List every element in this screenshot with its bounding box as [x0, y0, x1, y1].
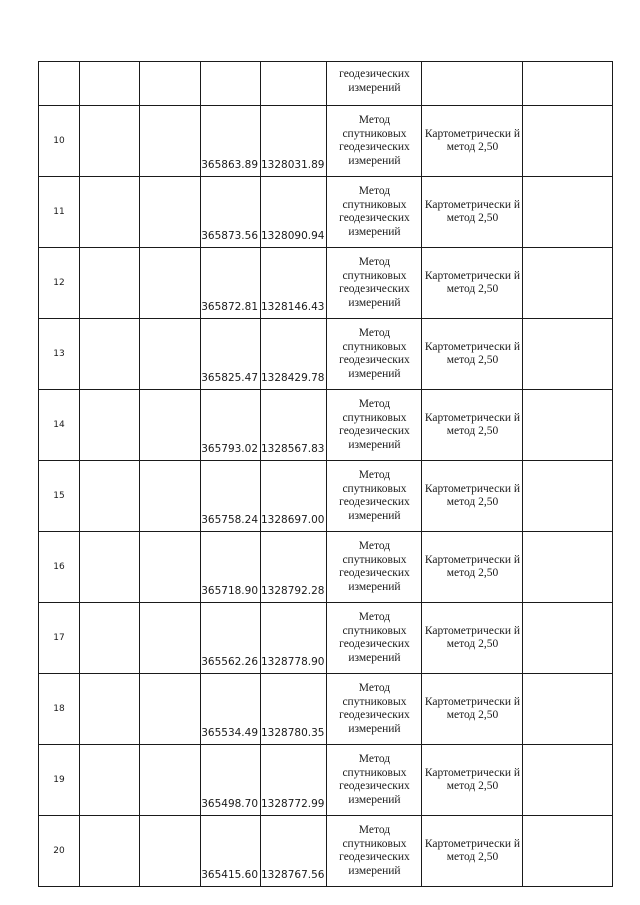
empty-cell — [523, 532, 613, 603]
empty-cell — [80, 177, 140, 248]
table-row — [39, 106, 613, 177]
empty-cell — [140, 106, 201, 177]
empty-cell — [140, 461, 201, 532]
x-coordinate-cell: 365562.26 — [201, 603, 261, 674]
method-cell: Метод спутниковых геодезических измерений — [327, 674, 422, 745]
y-coordinate-cell: 1328772.99 — [261, 745, 327, 816]
empty-cell — [523, 816, 613, 887]
method-cell: Метод спутниковых геодезических измерений — [327, 248, 422, 319]
precision-cell: Картометрически й метод 2,50 — [422, 603, 523, 674]
empty-cell — [523, 745, 613, 816]
empty-cell — [140, 319, 201, 390]
point-number-cell: 12 — [39, 248, 80, 319]
precision-cell — [422, 62, 523, 106]
x-coordinate-cell: 365872.81 — [201, 248, 261, 319]
x-coordinate-cell: 365758.24 — [201, 461, 261, 532]
coordinates-table — [38, 61, 613, 887]
x-coordinate-cell: 365498.70 — [201, 745, 261, 816]
precision-cell: Картометрически й метод 2,50 — [422, 248, 523, 319]
empty-cell — [140, 62, 201, 106]
table-row — [39, 461, 613, 532]
empty-cell — [523, 390, 613, 461]
y-coordinate-cell: 1328090.94 — [261, 177, 327, 248]
table-row — [39, 177, 613, 248]
x-coordinate-cell: 365718.90 — [201, 532, 261, 603]
y-coordinate-cell: 1328767.56 — [261, 816, 327, 887]
empty-cell — [80, 674, 140, 745]
empty-cell — [523, 106, 613, 177]
empty-cell — [140, 745, 201, 816]
precision-cell: Картометрически й метод 2,50 — [422, 532, 523, 603]
empty-cell — [80, 62, 140, 106]
point-number-cell — [39, 62, 80, 106]
y-coordinate-cell: 1328780.35 — [261, 674, 327, 745]
x-coordinate-cell: 365825.47 — [201, 319, 261, 390]
table-body — [39, 62, 613, 887]
table-row — [39, 603, 613, 674]
method-cell: Метод спутниковых геодезических измерений — [327, 106, 422, 177]
precision-cell: Картометрически й метод 2,50 — [422, 390, 523, 461]
method-cell: Метод спутниковых геодезических измерений — [327, 532, 422, 603]
empty-cell — [80, 532, 140, 603]
table-row — [39, 816, 613, 887]
precision-cell: Картометрически й метод 2,50 — [422, 319, 523, 390]
precision-cell: Картометрически й метод 2,50 — [422, 177, 523, 248]
empty-cell — [140, 603, 201, 674]
table-row — [39, 532, 613, 603]
empty-cell — [80, 816, 140, 887]
table-row — [39, 319, 613, 390]
method-cell: геодезических измерений — [327, 62, 422, 106]
empty-cell — [140, 674, 201, 745]
y-coordinate-cell: 1328429.78 — [261, 319, 327, 390]
precision-cell: Картометрически й метод 2,50 — [422, 816, 523, 887]
point-number-cell: 10 — [39, 106, 80, 177]
x-coordinate-cell: 365415.60 — [201, 816, 261, 887]
x-coordinate-cell: 365793.02 — [201, 390, 261, 461]
y-coordinate-cell: 1328146.43 — [261, 248, 327, 319]
precision-cell: Картометрически й метод 2,50 — [422, 461, 523, 532]
empty-cell — [80, 106, 140, 177]
precision-cell: Картометрически й метод 2,50 — [422, 745, 523, 816]
empty-cell — [523, 177, 613, 248]
empty-cell — [140, 816, 201, 887]
y-coordinate-cell: 1328567.83 — [261, 390, 327, 461]
point-number-cell: 16 — [39, 532, 80, 603]
empty-cell — [523, 319, 613, 390]
empty-cell — [80, 319, 140, 390]
point-number-cell: 13 — [39, 319, 80, 390]
empty-cell — [523, 461, 613, 532]
point-number-cell: 20 — [39, 816, 80, 887]
point-number-cell: 17 — [39, 603, 80, 674]
point-number-cell: 15 — [39, 461, 80, 532]
empty-cell — [523, 62, 613, 106]
x-coordinate-cell: 365873.56 — [201, 177, 261, 248]
x-coordinate-cell — [201, 62, 261, 106]
point-number-cell: 14 — [39, 390, 80, 461]
empty-cell — [140, 177, 201, 248]
empty-cell — [523, 248, 613, 319]
point-number-cell: 18 — [39, 674, 80, 745]
table-row — [39, 674, 613, 745]
method-cell: Метод спутниковых геодезических измерений — [327, 390, 422, 461]
y-coordinate-cell — [261, 62, 327, 106]
y-coordinate-cell: 1328697.00 — [261, 461, 327, 532]
empty-cell — [80, 745, 140, 816]
empty-cell — [140, 248, 201, 319]
y-coordinate-cell: 1328792.28 — [261, 532, 327, 603]
empty-cell — [523, 603, 613, 674]
empty-cell — [523, 674, 613, 745]
precision-cell: Картометрически й метод 2,50 — [422, 674, 523, 745]
method-cell: Метод спутниковых геодезических измерений — [327, 816, 422, 887]
table-row — [39, 62, 613, 106]
empty-cell — [140, 390, 201, 461]
x-coordinate-cell: 365863.89 — [201, 106, 261, 177]
y-coordinate-cell: 1328031.89 — [261, 106, 327, 177]
y-coordinate-cell: 1328778.90 — [261, 603, 327, 674]
table-row — [39, 390, 613, 461]
method-cell: Метод спутниковых геодезических измерений — [327, 177, 422, 248]
empty-cell — [80, 248, 140, 319]
precision-cell: Картометрически й метод 2,50 — [422, 106, 523, 177]
method-cell: Метод спутниковых геодезических измерений — [327, 745, 422, 816]
empty-cell — [80, 461, 140, 532]
method-cell: Метод спутниковых геодезических измерений — [327, 319, 422, 390]
empty-cell — [80, 603, 140, 674]
point-number-cell: 11 — [39, 177, 80, 248]
point-number-cell: 19 — [39, 745, 80, 816]
empty-cell — [140, 532, 201, 603]
table-row — [39, 248, 613, 319]
x-coordinate-cell: 365534.49 — [201, 674, 261, 745]
method-cell: Метод спутниковых геодезических измерений — [327, 461, 422, 532]
table-row — [39, 745, 613, 816]
method-cell: Метод спутниковых геодезических измерений — [327, 603, 422, 674]
empty-cell — [80, 390, 140, 461]
